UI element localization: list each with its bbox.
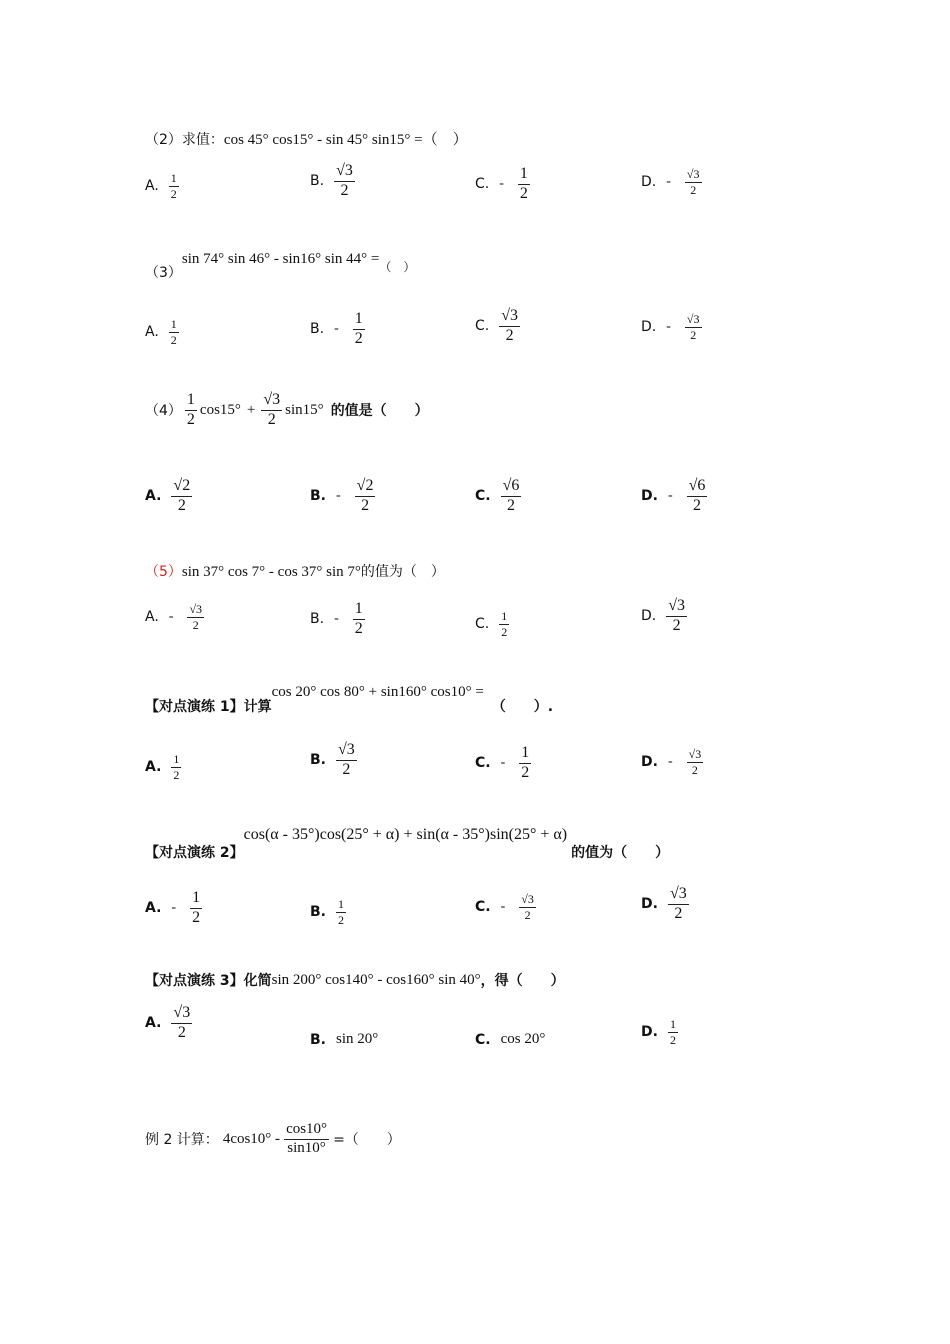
question-4-suffix: 的值是（ ）: [330, 403, 429, 420]
numerator: √2: [355, 478, 376, 497]
option-fraction: [668, 886, 689, 923]
option-letter: C.: [475, 176, 490, 193]
numerator: √3: [686, 167, 700, 181]
p2-option-a[interactable]: [145, 890, 202, 927]
q4-option-a[interactable]: [145, 478, 192, 515]
option-fraction: [668, 1018, 678, 1046]
negative-sign: -: [667, 754, 673, 770]
numerator: 1: [519, 745, 531, 764]
numerator: √6: [501, 478, 522, 497]
q5-option-c[interactable]: [475, 610, 509, 638]
question-5-label: （5）: [145, 564, 182, 580]
option-letter: B.: [310, 752, 326, 769]
option-text: cos 20°: [500, 1031, 546, 1047]
option-fraction: [687, 748, 704, 776]
denominator: 2: [338, 912, 344, 927]
p3-option-c[interactable]: [475, 1031, 545, 1048]
option-letter: A.: [145, 178, 159, 195]
numerator: √6: [687, 478, 708, 497]
negative-sign: -: [667, 488, 673, 504]
option-letter: C.: [475, 616, 490, 633]
denominator: 2: [361, 496, 370, 514]
option-fraction: [519, 893, 536, 921]
question-3-paren: （ ）: [379, 260, 416, 274]
option-letter: B.: [310, 904, 326, 921]
numerator: √3: [499, 308, 520, 327]
p3-option-b[interactable]: [310, 1031, 378, 1048]
numerator: 1: [669, 1017, 676, 1031]
numerator: 1: [353, 311, 365, 330]
question-5-suffix: 的值为（ ）: [360, 564, 445, 580]
example-2: [145, 1122, 401, 1157]
option-fraction: [171, 753, 181, 781]
q3-option-b[interactable]: [310, 311, 365, 348]
practice-3-expression: sin 200° cos140° - cos160° sin 40°: [271, 971, 481, 988]
question-2-label: （2）求值：: [145, 132, 224, 148]
plus-sign: +: [246, 401, 256, 418]
term1-fraction: [185, 392, 197, 429]
q3-option-a[interactable]: [145, 318, 179, 346]
numerator: √3: [688, 747, 702, 761]
q4-option-d[interactable]: [641, 478, 707, 515]
example-2-lead: 4cos10° -: [222, 1130, 281, 1147]
denominator: 2: [340, 181, 349, 199]
option-fraction: [169, 172, 179, 200]
denominator: 2: [672, 616, 681, 634]
question-5-expression: sin 37° cos 7° - cos 37° sin 7°: [181, 564, 361, 580]
option-fraction: [685, 313, 702, 341]
term2-function: sin15°: [285, 401, 324, 418]
numerator: √3: [336, 742, 357, 761]
numerator: 1: [170, 171, 177, 185]
denominator: 2: [186, 410, 195, 428]
option-fraction: [353, 601, 365, 638]
option-fraction: [666, 598, 687, 635]
option-letter: D.: [641, 754, 658, 771]
option-fraction: [355, 478, 376, 515]
q3-option-d[interactable]: [641, 313, 702, 341]
term1-function: cos15°: [199, 401, 241, 418]
negative-sign: -: [334, 321, 339, 337]
denominator: sin10°: [287, 1139, 326, 1156]
option-letter: A.: [145, 488, 162, 505]
denominator: 2: [177, 496, 186, 514]
numerator: 1: [170, 317, 177, 331]
denominator: 2: [521, 763, 530, 781]
denominator: 2: [690, 327, 697, 342]
numerator: 1: [518, 166, 530, 185]
p2-option-d[interactable]: [641, 886, 689, 923]
practice-2: [145, 826, 669, 862]
numerator: 1: [338, 897, 344, 911]
practice-1-suffix: （ ）.: [491, 699, 554, 715]
numerator: √3: [334, 163, 355, 182]
option-fraction: [187, 603, 204, 631]
example-2-fraction: [284, 1122, 329, 1157]
option-letter: B.: [310, 488, 326, 505]
question-3-label: （3）: [145, 265, 182, 281]
numerator: √3: [668, 886, 689, 905]
practice-2-label: 【对点演练 2】: [145, 845, 244, 861]
option-letter: C.: [475, 488, 491, 505]
numerator: √3: [189, 602, 203, 616]
p3-option-d[interactable]: [641, 1018, 678, 1046]
term2-fraction: [261, 392, 282, 429]
numerator: 1: [353, 601, 365, 620]
denominator: 2: [669, 1032, 676, 1047]
denominator: 2: [690, 182, 697, 197]
option-letter: B.: [310, 173, 325, 190]
negative-sign: -: [500, 899, 506, 915]
negative-sign: -: [334, 611, 339, 627]
denominator: 2: [505, 326, 514, 344]
option-letter: A.: [145, 900, 162, 917]
numerator: √3: [521, 892, 534, 906]
q4-option-c[interactable]: [475, 478, 521, 515]
q3-option-c[interactable]: [475, 308, 520, 345]
numerator: 1: [501, 609, 508, 623]
option-text: sin 20°: [336, 1031, 379, 1047]
p1-option-d[interactable]: [641, 748, 703, 776]
negative-sign: -: [666, 319, 671, 335]
p2-option-c[interactable]: [475, 893, 536, 921]
question-4-label: （4）: [145, 403, 182, 420]
option-letter: D.: [641, 896, 658, 913]
question-3-expression: sin 74° sin 46° - sin16° sin 44° =: [181, 251, 380, 267]
option-fraction: [171, 1005, 192, 1042]
denominator: 2: [192, 908, 201, 926]
option-letter: A.: [145, 324, 159, 341]
numerator: cos10°: [284, 1122, 329, 1140]
option-letter: C.: [475, 1031, 491, 1048]
option-letter: D.: [641, 488, 658, 505]
option-letter: D.: [641, 1024, 658, 1041]
q5-option-a[interactable]: [145, 603, 204, 631]
denominator: 2: [342, 760, 351, 778]
option-fraction: [501, 478, 522, 515]
denominator: 2: [354, 329, 363, 347]
denominator: 2: [267, 410, 276, 428]
denominator: 2: [192, 617, 199, 632]
q2-option-c[interactable]: [475, 166, 530, 203]
p2-option-b[interactable]: [310, 898, 346, 926]
option-letter: B.: [310, 1031, 326, 1048]
question-2: [145, 128, 468, 149]
option-fraction: [334, 163, 355, 200]
denominator: 2: [177, 1023, 186, 1041]
option-letter: B.: [310, 321, 325, 338]
option-fraction: [499, 308, 520, 345]
option-letter: B.: [310, 611, 325, 628]
denominator: 2: [519, 184, 528, 202]
denominator: 2: [354, 619, 363, 637]
option-letter: C.: [475, 318, 490, 335]
q5-option-b[interactable]: [310, 601, 365, 638]
option-letter: C.: [475, 755, 491, 772]
negative-sign: -: [336, 488, 341, 504]
numerator: 1: [190, 890, 202, 909]
option-fraction: [171, 478, 192, 515]
negative-sign: -: [499, 176, 504, 192]
denominator: 2: [691, 762, 698, 777]
question-4: [145, 392, 429, 429]
option-fraction: [518, 166, 530, 203]
numerator: 1: [173, 752, 180, 766]
option-letter: A.: [145, 609, 159, 626]
numerator: √3: [666, 598, 687, 617]
option-fraction: [687, 478, 708, 515]
negative-sign: -: [171, 900, 177, 916]
numerator: √2: [171, 478, 192, 497]
option-letter: A.: [145, 759, 162, 776]
denominator: 2: [524, 907, 531, 922]
p1-option-b[interactable]: [310, 742, 357, 779]
q2-option-b[interactable]: [310, 163, 355, 200]
denominator: 2: [173, 767, 180, 782]
option-fraction: [353, 311, 365, 348]
practice-2-suffix: 的值为（ ）: [571, 845, 670, 861]
numerator: √3: [686, 312, 700, 326]
example-2-label: 例 2 计算：: [145, 1132, 219, 1149]
negative-sign: -: [500, 755, 506, 771]
practice-3-suffix: ，得（ ）: [480, 973, 565, 989]
denominator: 2: [501, 624, 508, 639]
example-2-suffix: =（ ）: [333, 1132, 401, 1149]
practice-3-label: 【对点演练 3】化简: [145, 973, 272, 989]
practice-3: [145, 970, 565, 990]
option-fraction: [169, 318, 179, 346]
denominator: 2: [506, 496, 515, 514]
practice-2-expression: cos(α - 35°)cos(25° + α) + sin(α - 35°)sin(25° + α): [243, 826, 568, 843]
negative-sign: -: [666, 174, 671, 190]
question-3: [145, 248, 416, 281]
option-letter: C.: [475, 899, 491, 916]
option-letter: D.: [641, 174, 657, 191]
practice-1: [145, 684, 553, 716]
q2-option-a[interactable]: [145, 172, 179, 200]
p3-option-a[interactable]: [145, 1005, 192, 1042]
q2-option-d[interactable]: [641, 168, 702, 196]
numerator: √3: [171, 1005, 192, 1024]
negative-sign: -: [168, 609, 174, 625]
denominator: 2: [674, 904, 683, 922]
option-fraction: [190, 890, 202, 927]
option-letter: A.: [145, 1015, 162, 1032]
p1-option-c[interactable]: [475, 745, 531, 782]
q4-option-b[interactable]: [310, 478, 375, 515]
option-fraction: [685, 168, 702, 196]
question-2-expression: cos 45° cos15° - sin 45° sin15° =（ ）: [223, 132, 468, 148]
option-fraction: [519, 745, 531, 782]
denominator: 2: [170, 186, 177, 201]
denominator: 2: [693, 496, 702, 514]
denominator: 2: [170, 332, 177, 347]
practice-1-expression: cos 20° cos 80° + sin160° cos10° =: [271, 684, 484, 700]
practice-1-label: 【对点演练 1】计算: [145, 699, 272, 715]
numerator: √3: [261, 392, 282, 411]
option-letter: D.: [641, 608, 657, 625]
numerator: 1: [185, 392, 197, 411]
option-fraction: [336, 742, 357, 779]
p1-option-a[interactable]: [145, 753, 181, 781]
q5-option-d[interactable]: [641, 598, 687, 635]
option-fraction: [499, 610, 509, 638]
option-fraction: [336, 898, 346, 926]
option-letter: D.: [641, 319, 657, 336]
question-5: [145, 561, 445, 581]
